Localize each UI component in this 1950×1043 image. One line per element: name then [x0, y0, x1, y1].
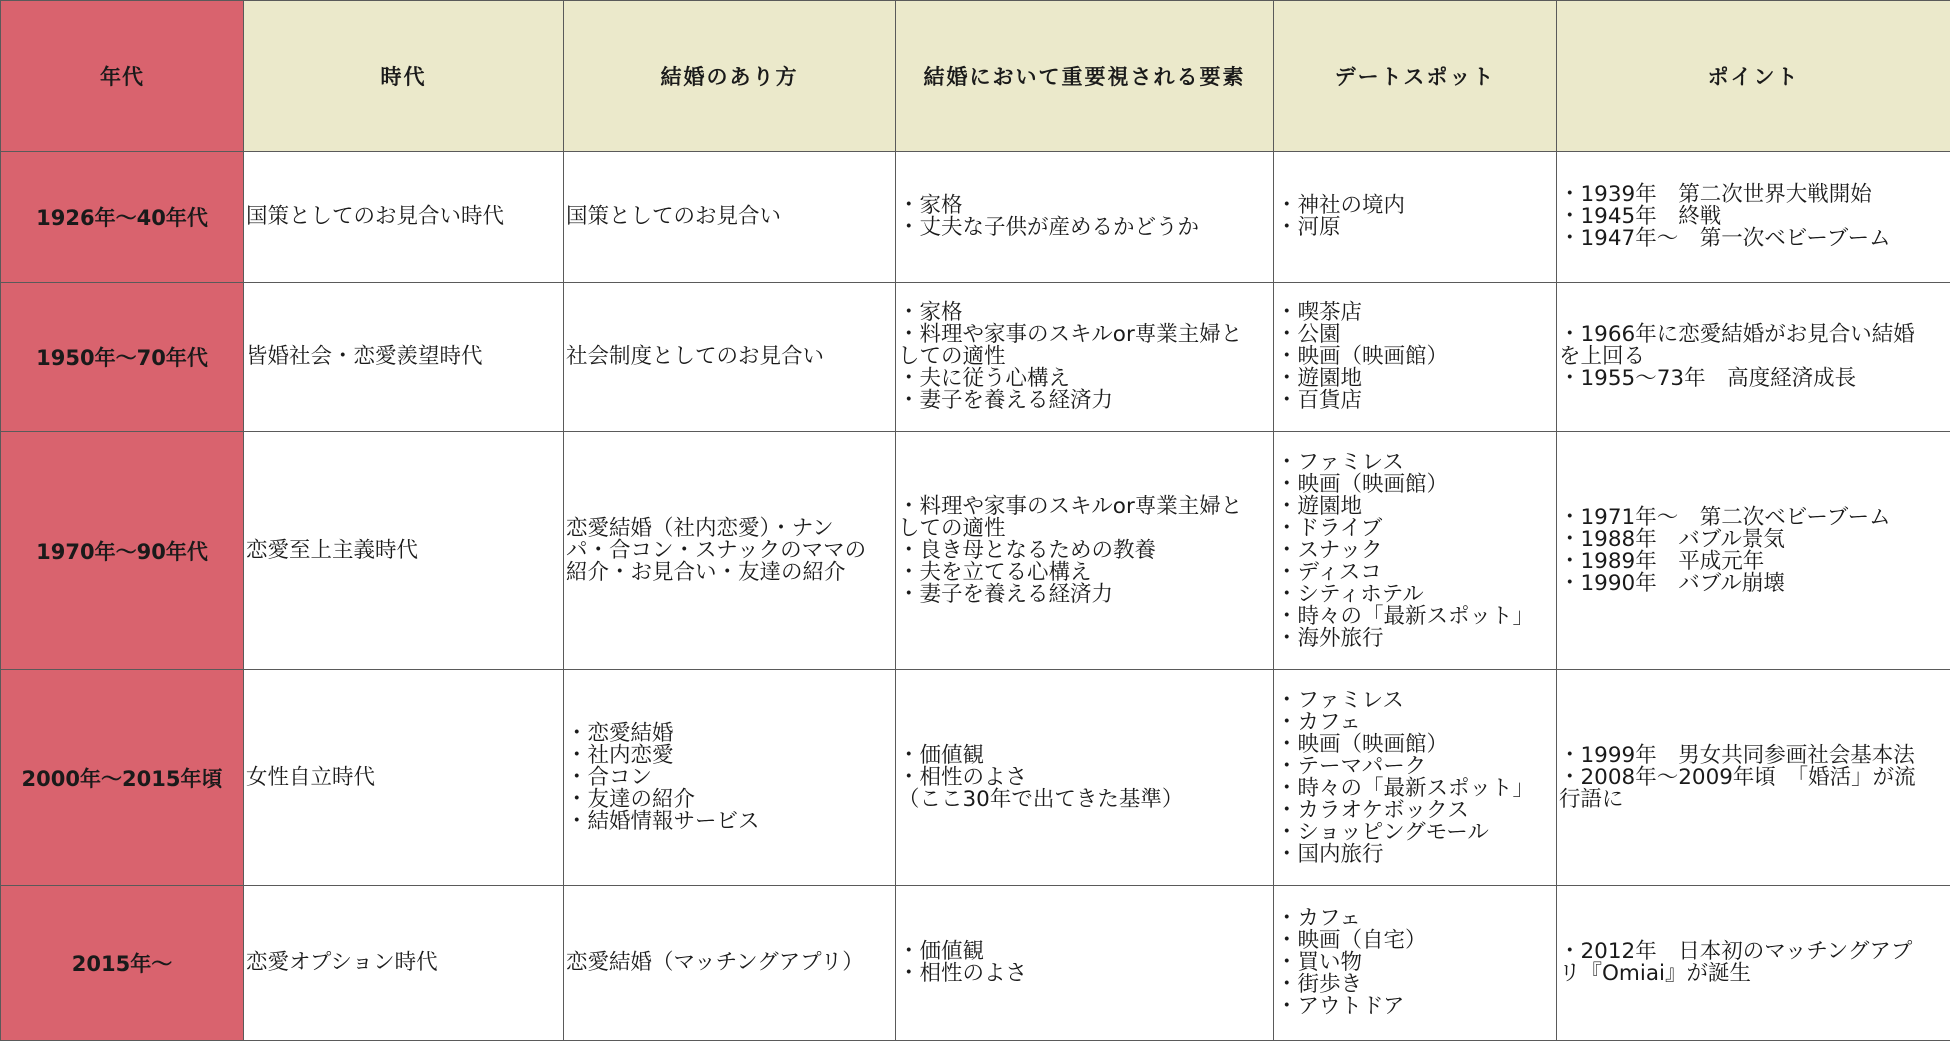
point-item: ・1947年～ 第一次ベビーブーム [1559, 226, 1891, 251]
factor-item: ・相性のよさ [898, 764, 1028, 790]
marriage-line: パ・合コン・スナックのママの [566, 537, 867, 563]
marriage-line: ・友達の紹介 [566, 786, 696, 812]
points-cell [1557, 152, 1950, 283]
era-cell: 1926年～40年代 [1, 152, 244, 283]
point-item: ・1955～73年 高度経済成長 [1559, 366, 1857, 391]
header-row [1, 1, 1950, 152]
date-spot-item: ・海外旅行 [1276, 625, 1384, 651]
period-cell: 恋愛至上主義時代 [244, 432, 564, 670]
header-date-spots: デートスポット [1274, 1, 1557, 152]
factor-item: ・丈夫な子供が産めるかどうか [898, 215, 1200, 240]
date-spots-cell [1274, 886, 1557, 1041]
date-spots-cell [1274, 670, 1557, 886]
factors-cell [896, 283, 1274, 432]
point-item: ・1988年 バブル景気 [1559, 526, 1785, 552]
factors-cell [896, 886, 1274, 1041]
date-spot-item: ・シティホテル [1276, 581, 1424, 607]
point-item: リ『Omiai』が誕生 [1559, 961, 1751, 986]
points-cell [1557, 283, 1950, 432]
factor-item: ・家格 [898, 193, 963, 218]
era-cell: 2015年～ [1, 886, 244, 1041]
marriage-line: 恋愛結婚（社内恋愛）・ナン [566, 515, 834, 541]
marriage-line: 社会制度としてのお見合い [566, 344, 825, 369]
date-spots-cell [1274, 283, 1557, 432]
date-spot-item: ・喫茶店 [1276, 300, 1363, 325]
factor-item: しての適性 [898, 515, 1006, 541]
period-cell: 皆婚社会・恋愛羨望時代 [244, 283, 564, 432]
factor-item: ・相性のよさ [898, 961, 1028, 986]
date-spot-item: ・ショッピングモール [1276, 819, 1489, 845]
date-spot-item: ・買い物 [1276, 950, 1363, 975]
header-marriage-style: 結婚のあり方 [564, 1, 896, 152]
table-row [1, 283, 1950, 432]
period-cell: 恋愛オプション時代 [244, 886, 564, 1041]
factors-cell [896, 670, 1274, 886]
date-spot-item: ・国内旅行 [1276, 841, 1384, 867]
factor-item: ・夫に従う心構え [898, 366, 1071, 391]
header-points: ポイント [1557, 1, 1950, 152]
date-spot-item: ・映画（映画館） [1276, 471, 1449, 497]
marriage-cell [564, 283, 896, 432]
date-spot-item: ・ファミレス [1276, 449, 1404, 475]
marriage-line: ・社内恋愛 [566, 742, 674, 768]
period-cell: 女性自立時代 [244, 670, 564, 886]
factors-cell [896, 152, 1274, 283]
point-item: を上回る [1559, 344, 1646, 369]
point-item: ・1989年 平成元年 [1559, 548, 1765, 574]
factor-item: ・妻子を養える経済力 [898, 388, 1114, 413]
point-item: ・2012年 日本初のマッチングアプ [1559, 939, 1913, 964]
table-row [1, 670, 1950, 886]
date-spot-item: ・スナック [1276, 537, 1383, 563]
marriage-cell [564, 432, 896, 670]
marriage-line: ・合コン [566, 764, 653, 790]
era-cell: 2000年～2015年頃 [1, 670, 244, 886]
point-item: ・1971年～ 第二次ベビーブーム [1559, 504, 1891, 530]
table-row [1, 152, 1950, 283]
factor-item: ・料理や家事のスキルor専業主婦と [898, 493, 1243, 519]
factors-cell [896, 432, 1274, 670]
date-spot-item: ・映画（自宅） [1276, 928, 1427, 953]
header-era: 年代 [1, 1, 244, 152]
period-cell: 国策としてのお見合い時代 [244, 152, 564, 283]
date-spot-item: ・時々の「最新スポット」 [1276, 603, 1535, 629]
date-spot-item: ・ドライブ [1276, 515, 1383, 541]
point-item: ・1966年に恋愛結婚がお見合い結婚 [1559, 322, 1915, 347]
marriage-line: ・恋愛結婚 [566, 720, 674, 746]
point-item: ・1990年 バブル崩壊 [1559, 570, 1785, 596]
point-item: ・1939年 第二次世界大戦開始 [1559, 182, 1872, 207]
point-item: ・1945年 終戦 [1559, 204, 1722, 229]
points-cell [1557, 886, 1950, 1041]
date-spot-item: ・神社の境内 [1276, 193, 1406, 218]
factor-item: ・価値観 [898, 939, 985, 964]
point-item: ・1999年 男女共同参画社会基本法 [1559, 742, 1915, 768]
era-cell: 1970年～90年代 [1, 432, 244, 670]
date-spot-item: ・カラオケボックス [1276, 797, 1469, 823]
date-spot-item: ・カフェ [1276, 906, 1361, 931]
factor-item: （ここ30年で出てきた基準） [898, 786, 1184, 812]
date-spot-item: ・河原 [1276, 215, 1341, 240]
date-spot-item: ・カフェ [1276, 709, 1361, 735]
marriage-line: 恋愛結婚（マッチングアプリ） [566, 950, 864, 975]
date-spot-item: ・百貨店 [1276, 388, 1363, 413]
point-item: 行語に [1559, 786, 1624, 812]
factor-item: ・夫を立てる心構え [898, 559, 1092, 585]
marriage-cell [564, 886, 896, 1041]
date-spots-cell [1274, 432, 1557, 670]
points-cell [1557, 670, 1950, 886]
date-spots-cell [1274, 152, 1557, 283]
date-spot-item: ・時々の「最新スポット」 [1276, 775, 1535, 801]
marriage-line: ・結婚情報サービス [566, 808, 760, 834]
table-row [1, 886, 1950, 1041]
factor-item: ・価値観 [898, 742, 985, 768]
date-spot-item: ・ディスコ [1276, 559, 1382, 585]
marriage-line: 紹介・お見合い・友達の紹介 [566, 559, 846, 585]
date-spot-item: ・アウトドア [1276, 994, 1405, 1019]
date-spot-item: ・映画（映画館） [1276, 731, 1449, 757]
marriage-cell [564, 152, 896, 283]
factor-item: ・家格 [898, 300, 963, 325]
date-spot-item: ・テーマパーク [1276, 753, 1427, 779]
date-spot-item: ・遊園地 [1276, 366, 1363, 391]
factor-item: ・料理や家事のスキルor専業主婦と [898, 322, 1243, 347]
header-important-factors: 結婚において重要視される要素 [896, 1, 1274, 152]
table-row [1, 432, 1950, 670]
date-spot-item: ・公園 [1276, 322, 1341, 347]
points-cell [1557, 432, 1950, 670]
date-spot-item: ・映画（映画館） [1276, 344, 1449, 369]
marriage-line: 国策としてのお見合い [566, 204, 782, 229]
point-item: ・2008年～2009年頃 「婚活」が流 [1559, 764, 1916, 790]
marriage-cell [564, 670, 896, 886]
factor-item: しての適性 [898, 344, 1006, 369]
factor-item: ・良き母となるための教養 [898, 537, 1157, 563]
date-spot-item: ・ファミレス [1276, 687, 1404, 713]
factor-item: ・妻子を養える経済力 [898, 581, 1114, 607]
header-period: 時代 [244, 1, 564, 152]
date-spot-item: ・遊園地 [1276, 493, 1363, 519]
era-cell: 1950年～70年代 [1, 283, 244, 432]
date-spot-item: ・街歩き [1276, 972, 1363, 997]
